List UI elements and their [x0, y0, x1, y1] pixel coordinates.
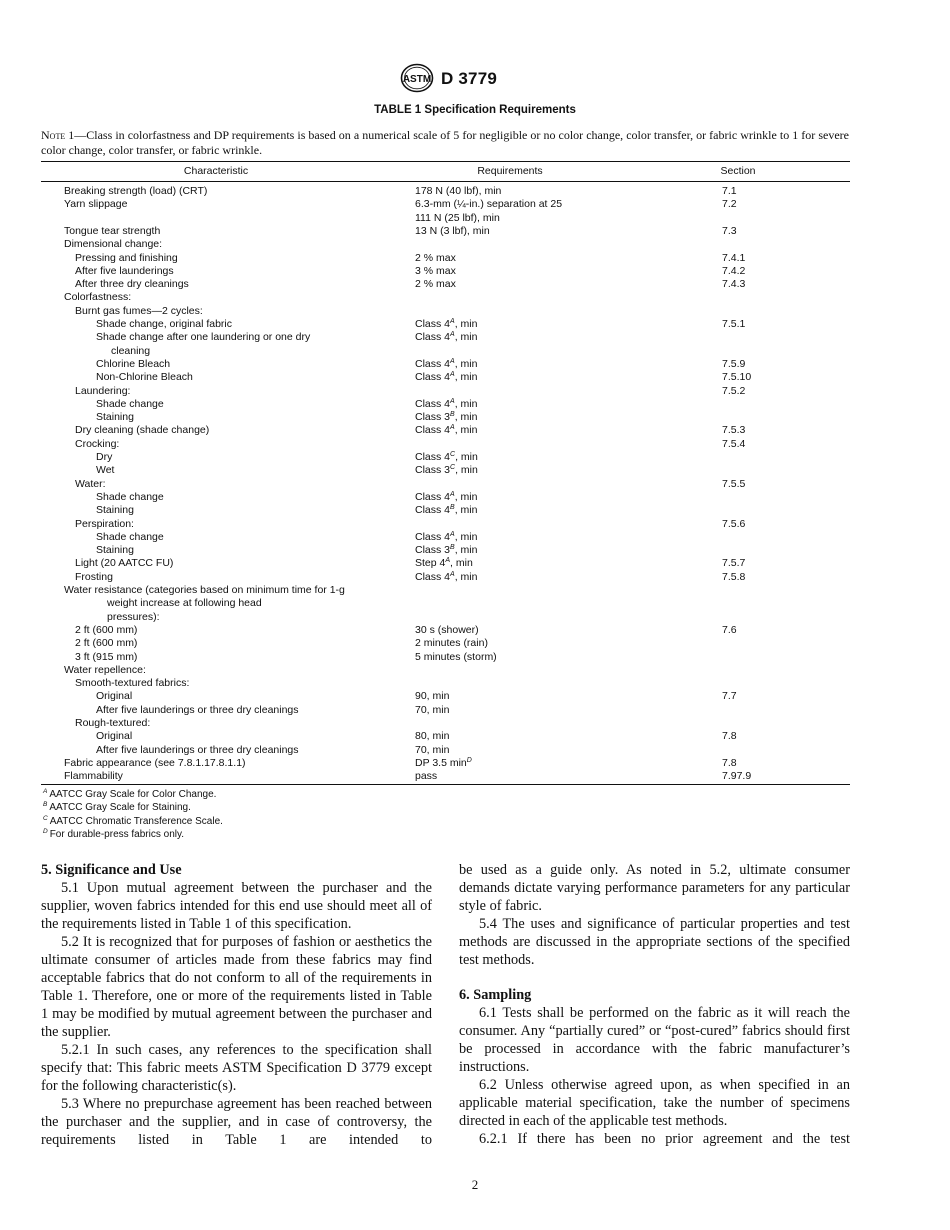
table-row — [0, 291, 950, 304]
section-cell: 7.8 — [722, 730, 737, 743]
footnote-marker: A — [450, 357, 455, 365]
footnote-marker: D — [466, 756, 472, 764]
paragraph-5-4: 5.4 The uses and significance of particular properties and test methods are discussed in the appropriate sections of the specified test methods. — [459, 916, 850, 968]
requirement-cell — [415, 637, 488, 650]
characteristic-cell: Shade change — [96, 490, 164, 503]
table-row — [0, 238, 950, 251]
table-rule-bottom — [41, 784, 850, 785]
characteristic-cell: 2 ft (600 mm) — [75, 623, 138, 636]
paragraph-5-3-continued: be used as a guide only. As noted in 5.2, ultimate consumer demands dictate varying performance parameters for any particular style of fabric. — [459, 862, 850, 914]
requirement-cell — [415, 651, 497, 664]
requirement-text: pass — [415, 770, 438, 783]
footnote-text: AATCC Gray Scale for Staining. — [49, 802, 191, 814]
requirement-suffix: , min — [454, 504, 478, 517]
table-row — [0, 637, 950, 650]
footnote-marker: A — [450, 424, 455, 432]
characteristic-cell: Perspiration: — [75, 517, 134, 530]
table-row — [0, 478, 950, 491]
table-footnote — [43, 789, 216, 801]
requirement-text: 90, min — [415, 690, 450, 703]
footnote-marker: A — [450, 318, 455, 325]
table-row — [0, 557, 950, 570]
requirement-cell — [415, 544, 477, 557]
requirement-suffix: , min — [450, 557, 473, 570]
table-row — [0, 198, 950, 211]
footnote-mark: D — [43, 827, 48, 835]
table-row — [0, 398, 950, 411]
table-row — [0, 358, 950, 371]
section-cell: 7.8 — [722, 756, 737, 769]
requirement-text: 70, min — [415, 703, 450, 716]
section-cell: 7.5.6 — [722, 517, 746, 530]
requirement-text: 3 % max — [415, 264, 456, 277]
paragraph-6-2-1: 6.2.1 If there has been no prior agreement and the test — [479, 1131, 850, 1147]
requirement-suffix: , min — [454, 544, 478, 557]
table-row — [0, 744, 950, 757]
paragraph-5-2: 5.2 It is recognized that for purposes of fashion or aesthetics the ultimate consumer of articles made from these fabrics may find acceptable fabrics that do not conform to all of the requirements in Table 1. Therefore, one or more of the requirements listed in Table 1 may be modified by mutual agreement between the purchaser and the supplier. — [41, 934, 432, 1040]
footnote-marker: A — [450, 331, 455, 339]
requirement-cell — [415, 557, 473, 570]
table-row — [0, 491, 950, 504]
body-column-right — [459, 861, 850, 1148]
requirement-cell — [415, 491, 477, 504]
characteristic-cell: After five launderings — [75, 264, 174, 277]
characteristic-cell: Water: — [75, 477, 106, 490]
table-row — [0, 597, 950, 610]
requirement-suffix: , min — [454, 424, 478, 437]
table-footnote — [43, 816, 223, 828]
section-cell: 7.97.9 — [722, 770, 752, 783]
requirement-cell — [415, 212, 500, 225]
table-row — [0, 531, 950, 544]
paragraph-5-2-1: 5.2.1 In such cases, any references to the specification shall specify that: This fabric meets ASTM Specification D 3779 except for the following characteristic(s). — [41, 1042, 432, 1094]
section-cell: 7.5.1 — [722, 318, 746, 330]
requirement-text: Class 4 — [415, 318, 451, 330]
table-title: TABLE 1 Specification Requirements — [374, 104, 576, 116]
column-header-requirements: Requirements — [477, 165, 543, 177]
table-row — [0, 385, 950, 398]
table-row — [0, 411, 950, 424]
characteristic-cell: Chlorine Bleach — [96, 357, 171, 370]
requirement-cell — [415, 690, 449, 703]
footnote-marker: B — [450, 411, 455, 419]
characteristic-cell: Original — [96, 730, 133, 743]
footnote-marker: B — [450, 544, 455, 552]
characteristic-cell: Dry cleaning (shade change) — [75, 424, 210, 437]
characteristic-cell: Burnt gas fumes—2 cycles: — [75, 304, 203, 317]
characteristic-cell: Shade change — [96, 530, 164, 543]
paragraph-6-2: 6.2 Unless otherwise agreed upon, as when specified in an applicable material specification, take the number of specimens directed in each of the applicable test methods. — [459, 1077, 850, 1129]
table-row — [0, 438, 950, 451]
requirement-cell — [415, 744, 449, 757]
table-footnote — [43, 829, 184, 841]
table-row — [0, 757, 950, 770]
table-row — [0, 704, 950, 717]
section-cell: 7.3 — [722, 224, 737, 237]
characteristic-cell: Staining — [96, 544, 134, 557]
page-number: 2 — [471, 1177, 479, 1192]
requirement-cell — [415, 571, 477, 584]
section-cell: 7.7 — [722, 690, 737, 703]
section-cell: 7.5.9 — [722, 357, 746, 370]
table-row — [0, 504, 950, 517]
requirement-cell — [415, 624, 479, 637]
section-cell: 7.2 — [722, 198, 737, 211]
requirement-cell — [415, 371, 477, 384]
requirement-text: Class 4 — [415, 331, 451, 344]
note-text: —Class in colorfastness and DP requirements is based on a numerical scale of 5 for negligible or no color change, color transfer, or fabric wrinkle to 1 for severe color change, color transfer, or fabric wrinkle. — [41, 128, 849, 157]
section-cell: 7.5.8 — [722, 570, 746, 583]
requirement-cell — [415, 198, 562, 211]
footnote-mark: C — [43, 814, 48, 822]
body-column-left — [41, 861, 432, 1149]
requirement-cell — [415, 770, 437, 783]
characteristic-cell: After three dry cleanings — [75, 278, 189, 291]
table-row — [0, 730, 950, 743]
section-cell: 7.6 — [722, 623, 737, 636]
requirement-text: 6.3-mm (¼-in.) separation at 25 — [415, 198, 563, 211]
requirement-suffix: , min — [454, 357, 478, 370]
requirement-cell — [415, 398, 477, 411]
requirement-text: 2 minutes (rain) — [415, 637, 488, 650]
requirement-cell — [415, 730, 449, 743]
characteristic-cell: Wet — [96, 464, 115, 477]
requirement-suffix: , min — [454, 397, 478, 410]
note-label: Note 1 — [41, 128, 75, 142]
table-row — [0, 225, 950, 238]
requirement-cell — [415, 358, 477, 371]
table-row — [0, 305, 950, 318]
requirement-cell — [415, 411, 477, 424]
characteristic-cell: Colorfastness: — [64, 291, 132, 304]
requirement-cell — [415, 451, 478, 464]
footnote-text: AATCC Gray Scale for Color Change. — [49, 789, 217, 800]
section-cell: 7.5.10 — [722, 371, 752, 384]
requirement-cell — [415, 278, 456, 291]
characteristic-cell: Fabric appearance (see 7.8.1.17.8.1.1) — [64, 756, 246, 769]
characteristic-cell: Smooth-textured fabrics: — [75, 677, 190, 690]
footnote-marker: C — [450, 464, 456, 472]
requirement-text: Class 4 — [415, 504, 451, 517]
requirement-suffix: , min — [455, 464, 478, 477]
table-row — [0, 464, 950, 477]
characteristic-cell: Dimensional change: — [64, 238, 163, 251]
footnote-marker: A — [450, 530, 455, 538]
footnote-mark: B — [43, 801, 48, 809]
requirement-text: DP 3.5 min — [415, 756, 467, 769]
table-row — [0, 185, 950, 198]
requirement-text: Class 3 — [415, 464, 451, 477]
characteristic-cell: Water resistance (categories based on minimum time for 1-g — [64, 584, 345, 596]
requirement-cell — [415, 225, 490, 238]
requirement-suffix: , min — [454, 530, 478, 543]
table-row — [0, 717, 950, 730]
characteristic-cell: Flammability — [64, 770, 123, 783]
requirement-text: 178 N (40 lbf), min — [415, 185, 502, 197]
table-row — [0, 518, 950, 531]
requirement-cell — [415, 531, 477, 544]
requirement-text: Class 4 — [415, 357, 451, 370]
requirement-text: Class 4 — [415, 530, 451, 543]
characteristic-cell: Frosting — [75, 570, 113, 583]
section-heading-sampling: 6. Sampling — [459, 987, 532, 1003]
characteristic-cell: After five launderings or three dry cleanings — [96, 743, 299, 756]
requirement-cell — [415, 252, 456, 265]
requirement-text: 30 s (shower) — [415, 623, 479, 636]
table-footnote — [43, 802, 191, 814]
logo-lettering: ASTM — [402, 74, 432, 85]
characteristic-cell: Shade change — [96, 397, 164, 410]
table-row — [0, 664, 950, 677]
characteristic-cell: Staining — [96, 411, 134, 424]
characteristic-cell: Water repellence: — [64, 663, 146, 676]
characteristic-cell: Light (20 AATCC FU) — [75, 557, 174, 570]
requirement-text: Class 3 — [415, 544, 451, 557]
table-row — [0, 651, 950, 664]
footnote-marker: A — [445, 557, 451, 565]
characteristic-cell: Laundering: — [75, 384, 131, 397]
footnote-marker: A — [450, 570, 455, 578]
requirement-suffix: , min — [454, 490, 478, 503]
requirement-text: 111 N (25 lbf), min — [415, 211, 500, 224]
characteristic-cell: weight increase at following head — [107, 597, 262, 610]
requirement-text: Class 4 — [415, 371, 451, 384]
requirement-cell — [415, 504, 477, 517]
requirement-text: 5 minutes (storm) — [415, 650, 497, 663]
characteristic-cell: Original — [96, 690, 133, 703]
table-row — [0, 611, 950, 624]
requirement-cell — [415, 757, 472, 770]
characteristic-cell: 2 ft (600 mm) — [75, 637, 138, 650]
footnote-marker: A — [450, 490, 455, 498]
section-heading-significance: 5. Significance and Use — [41, 862, 182, 878]
requirement-text: Class 4 — [415, 424, 451, 437]
characteristic-cell: Shade change, original fabric — [96, 318, 233, 330]
characteristic-cell: Non-Chlorine Bleach — [96, 371, 193, 384]
requirement-text: 2 % max — [415, 251, 456, 264]
requirement-text: Class 4 — [415, 490, 451, 503]
paragraph-5-3: 5.3 Where no prepurchase agreement has been reached between the purchaser and the supplier, and in case of controversy, the requirements listed in Table 1 are intended to — [41, 1096, 432, 1148]
requirement-cell — [415, 185, 501, 198]
requirement-text: 70, min — [415, 743, 450, 756]
requirement-text: Class 4 — [415, 397, 451, 410]
column-header-characteristic: Characteristic — [183, 165, 249, 177]
characteristic-cell: Rough-textured: — [75, 717, 151, 729]
requirement-suffix: , min — [454, 411, 478, 424]
requirement-text: Class 3 — [415, 411, 451, 424]
characteristic-cell: Crocking: — [75, 437, 120, 450]
table-row — [0, 345, 950, 358]
table-row — [0, 318, 950, 331]
requirement-cell — [415, 424, 477, 437]
requirement-text: Class 4 — [415, 451, 451, 463]
characteristic-cell: After five launderings or three dry cleanings — [96, 703, 299, 716]
characteristic-cell: 3 ft (915 mm) — [75, 650, 138, 663]
characteristic-cell: Breaking strength (load) (CRT) — [64, 185, 208, 197]
section-cell: 7.4.1 — [722, 251, 746, 264]
requirement-cell — [415, 704, 449, 717]
requirement-cell — [415, 331, 477, 344]
footnote-text: AATCC Chromatic Transference Scale. — [49, 815, 223, 827]
characteristic-cell: Yarn slippage — [64, 198, 128, 211]
column-header-section: Section — [720, 165, 756, 177]
table-row — [0, 624, 950, 637]
section-cell: 7.4.2 — [722, 264, 746, 277]
requirement-suffix: , min — [454, 570, 478, 583]
footnote-marker: A — [450, 397, 455, 405]
requirement-text: Step 4 — [415, 557, 446, 570]
table-row — [0, 371, 950, 384]
requirement-text: 13 N (3 lbf), min — [415, 224, 490, 237]
table-row — [0, 212, 950, 225]
table-row — [0, 544, 950, 557]
footnote-mark: A — [43, 788, 48, 795]
footnote-marker: A — [450, 371, 455, 379]
section-cell: 7.5.7 — [722, 557, 746, 570]
table-row — [0, 331, 950, 344]
requirement-text: 80, min — [415, 730, 450, 743]
characteristic-cell: cleaning — [111, 344, 151, 357]
table-row — [0, 677, 950, 690]
table-row — [0, 571, 950, 584]
table-row — [0, 770, 950, 783]
requirement-cell — [415, 265, 456, 278]
table-row — [0, 424, 950, 437]
paragraph-6-1: 6.1 Tests shall be performed on the fabric as it will reach the consumer. Any “partially cured” or “post-cured” fabrics should first be processed in accordance with the fabric manufacturer’s instructions. — [459, 1005, 850, 1075]
section-cell: 7.5.4 — [722, 437, 746, 450]
table-row — [0, 690, 950, 703]
characteristic-cell: Staining — [96, 504, 134, 517]
characteristic-cell: pressures): — [107, 610, 160, 623]
requirement-text: Class 4 — [415, 570, 451, 583]
section-cell: 7.4.3 — [722, 278, 746, 291]
requirement-suffix: , min — [454, 318, 478, 330]
requirement-cell — [415, 318, 477, 331]
paragraph-5-1: 5.1 Upon mutual agreement between the purchaser and the supplier, woven fabrics intended for this end use should meet all of the requirements listed in Table 1 of this specification. — [41, 880, 432, 932]
table-row — [0, 278, 950, 291]
section-cell: 7.1 — [722, 185, 737, 197]
requirement-suffix: , min — [454, 371, 478, 384]
characteristic-cell: Dry — [96, 451, 113, 463]
table-row — [0, 584, 950, 597]
characteristic-cell: Tongue tear strength — [64, 224, 161, 237]
section-cell: 7.5.2 — [722, 384, 746, 397]
table-row — [0, 451, 950, 464]
table-row — [0, 265, 950, 278]
section-cell: 7.5.3 — [722, 424, 746, 437]
requirement-cell — [415, 464, 478, 477]
characteristic-cell: Pressing and finishing — [75, 251, 178, 264]
requirement-suffix: , min — [455, 451, 478, 463]
footnote-text: For durable-press fabrics only. — [49, 828, 185, 840]
requirement-text: 2 % max — [415, 278, 456, 291]
document-id: D 3779 — [441, 69, 498, 88]
requirement-suffix: , min — [454, 331, 478, 344]
table-row — [0, 252, 950, 265]
section-cell: 7.5.5 — [722, 477, 746, 490]
characteristic-cell: Shade change after one laundering or one dry — [96, 331, 311, 344]
footnote-marker: C — [450, 451, 456, 458]
footnote-marker: B — [450, 504, 455, 512]
